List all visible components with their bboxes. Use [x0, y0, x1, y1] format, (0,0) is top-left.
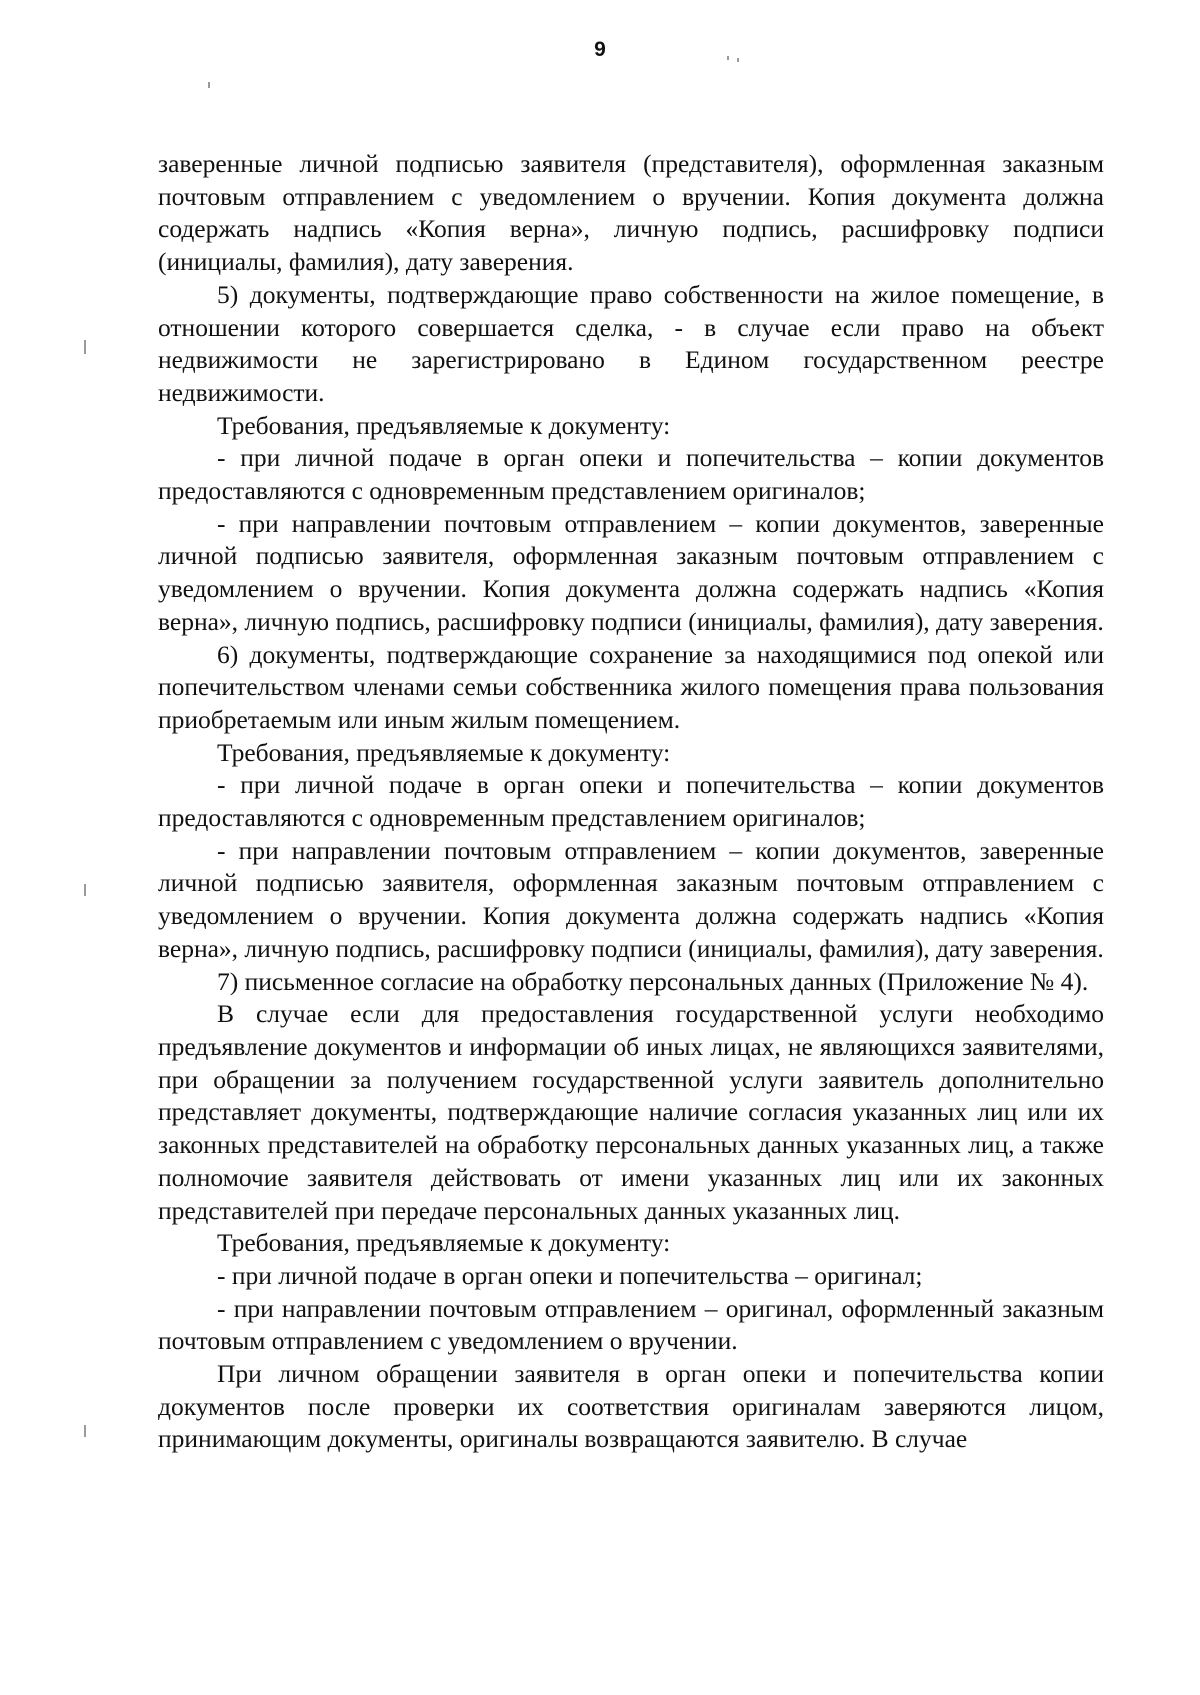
scan-speck — [84, 1425, 86, 1437]
paragraph-5: - при направлении почтовым отправлением – копии документов, заверенные личной подписью заявителя, оформленная заказным почтовым отправлением с уведомлением о вручении. Копия документа должна содержать надпись «Копия верна», личную подпись, расшифровку подписи (инициалы, фамилия), дату заверения. — [158, 508, 1104, 636]
scan-speck — [84, 884, 86, 896]
paragraph-6: 6) документы, подтверждающие сохранение за находящимися под опекой или попечительством членами семьи собственника жилого помещения права пользования приобретаемым или иным жилым помещением. — [158, 639, 1104, 734]
page-number: 9 — [594, 38, 606, 61]
document-body — [158, 148, 1104, 1456]
paragraph-2: 5) документы, подтверждающие право собственности на жилое помещение, в отношении которого совершается сделка, - в случае если право на объект недвижимости не зарегистрировано в Едином государственном реестре недвижимости. — [158, 279, 1104, 407]
scan-speck — [737, 58, 739, 62]
paragraph-8: - при личной подаче в орган опеки и попечительства – копии документов предоставляются с одновременным представлением оригиналов; — [158, 770, 1104, 833]
paragraph-11: В случае если для предоставления государственной услуги необходимо предъявление документов и информации об иных лицах, не являющихся заявителями, при обращении за получением государственной услуги заявитель дополнительно представляет документы, подтверждающие наличие согласия указанных лиц или их законных представителей на обработку персональных данных указанных лиц, а также полномочие заявителя действовать от имени указанных лиц или их законных представителей при передаче персональных данных указанных лиц. — [158, 999, 1104, 1225]
scan-speck — [84, 340, 86, 354]
paragraph-10: 7) письменное согласие на обработку персональных данных (Приложение № 4). — [217, 966, 1089, 996]
scan-speck — [208, 82, 210, 88]
paragraph-3: Требования, предъявляемые к документу: — [217, 410, 671, 440]
paragraph-13: - при личной подаче в орган опеки и попечительства – оригинал; — [217, 1260, 923, 1290]
paragraph-9: - при направлении почтовым отправлением – копии документов, заверенные личной подписью заявителя, оформленная заказным почтовым отправлением с уведомлением о вручении. Копия документа должна содержать надпись «Копия верна», личную подпись, расшифровку подписи (инициалы, фамилия), дату заверения. — [158, 835, 1104, 963]
paragraph-4: - при личной подаче в орган опеки и попечительства – копии документов предоставляются с одновременным представлением оригиналов; — [158, 443, 1104, 506]
paragraph-1: заверенные личной подписью заявителя (представителя), оформленная заказным почтовым отправлением с уведомлением о вручении. Копия документа должна содержать надпись «Копия верна», личную подпись, расшифровку подписи (инициалы, фамилия), дату заверения. — [158, 149, 1104, 277]
paragraph-15: При личном обращении заявителя в орган опеки и попечительства копии документов после проверки их соответствия оригиналам заверяются лицом, принимающим документы, оригиналы возвращаются заявителю. В случае — [158, 1359, 1104, 1454]
scan-speck — [727, 56, 729, 60]
paragraph-14: - при направлении почтовым отправлением – оригинал, оформленный заказным почтовым отправлением с уведомлением о вручении. — [158, 1293, 1104, 1356]
paragraph-12: Требования, предъявляемые к документу: — [217, 1228, 671, 1258]
paragraph-7: Требования, предъявляемые к документу: — [217, 737, 671, 767]
